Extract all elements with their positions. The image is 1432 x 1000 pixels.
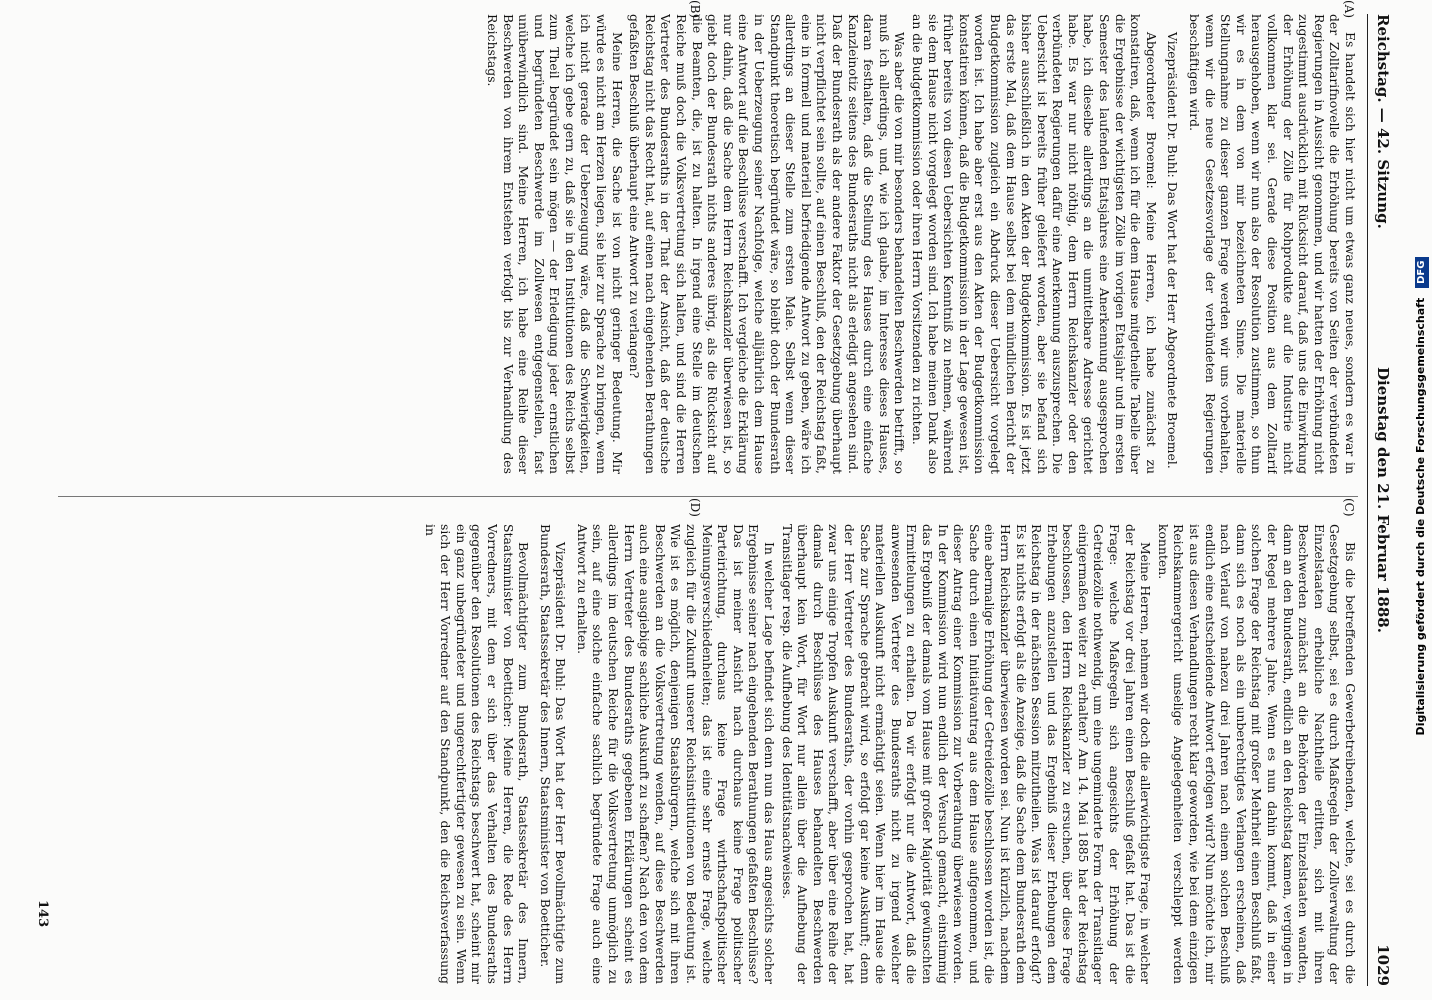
margin-marker-a: (A) <box>1342 0 1356 19</box>
dfg-logo: DFG <box>1415 257 1429 288</box>
header-left: Reichstag. — 42. Sitzung. <box>1374 14 1392 229</box>
page-header <box>1367 14 1394 986</box>
margin-marker-d: (D) <box>688 498 702 517</box>
paragraph: Es handelt sich hier nicht um etwas ganz neues, sondern es war in der Zolltarifnovelle die Erhöhung bereits von Seiten der verbündeten Regierungen in Aussicht genommen, und wir hatten der Erhöhung nicht zugestimmt ausdrücklich mit Rücksicht darauf, daß uns die Einwirkung der Erhöhung der Zölle für Rohprodukte auf die Industrie nicht vollkommen klar sei. Gerade diese Position aus dem Zolltarif herausgehoben, wenn wir nun also der Resolution zustimmen, so thun wir es in dem von mir bezeichneten Sinne. Die materielle Stellungnahme zu dieser ganzen Frage werden wir uns vorbehalten, wenn wir die neue Gesetzesvorlage der verbündeten Regierungen beschäftigen wird. <box>1187 14 1358 474</box>
right-column <box>58 524 1358 984</box>
signature-number: 143 <box>35 900 50 928</box>
dfg-credit <box>1410 0 1432 996</box>
paragraph: Vizepräsident Dr. Buhl: Das Wort hat der Herr Bevollmächtigte zum Bundesrath, Staatssekretär des Innern, Staatsminister von Boetticher. <box>537 524 569 984</box>
header-date: Dienstag den 21. Februar 1888. <box>1374 367 1392 633</box>
margin-marker-b: (B) <box>688 0 702 19</box>
paragraph: Meine Herren, nehmen wir doch die allerwichtigste Frage, in welcher der Reichstag vor drei Jahren einen Beschluß gefaßt hat. Das ist die Frage: welche Maßregeln sich angesichts der Erhöhung der Getreidezölle nothwendig, um eine ungeminderte Form der Transitlager einigermaßen weiter zu erhalten? Am 14. Mai 1885 hat der Reichstag beschlossen, den Herrn Reichskanzler zu ersuchen, über diese Frage Erhebungen anzustellen und das Ergebniß dieser Erhebungen dem Reichstag in der nächsten Session mitzutheilen. Was ist darauf erfolgt? Es ist nichts erfolgt als die Anzeige, daß die Sache dem Bundesrath dem Herrn Reichskanzler überwiesen worden sei. Nun ist kürzlich, nachdem eine abermalige Erhöhung der Getreidezölle beschlossen worden ist, die Sache durch einen Initiativantrag aus dem Hause aufgenommen, und dieser Antrag einer Kommission zur Vorberathung überwiesen worden. In der Kommission wird nun endlich der Versuch gemacht, einstimmig das Ergebniß der damals vom Hause mit großer Majorität gewünschten Ermittelungen zu erhalten. Da wir erfolgt nur die Antwort, daß die anwesenden Vertreter des Bundesraths nicht zu irgend welcher materiellen Auskunft nicht ermächtigt seien. Wenn hier im Hause die Sache zur Sprache gebracht wird, so erfolgt gar keine Auskunft; denn der Herr Vertreter des Bundesraths, der vorhin gesprochen hat, hat zwar uns einige Tropfen Auskunft verschafft, aber über eine Reihe der damals durch Beschlüsse des Hauses behandelten Beschwerden überhaupt kein Wort, für Wort nur allein über die Aufhebung der Transitlager resp. die Aufhebung des Identitätsnachweises. <box>779 524 1154 984</box>
left-column <box>58 14 1358 474</box>
dfg-sidebar <box>1406 0 1432 1000</box>
paragraph: Was aber die von mir besonders behandelten Beschwerden betrifft, so muß ich allerdings, und, wie ich glaube, im Interesse dieses Hauses, daran festhalten, daß die Stellung des Hauses durch eine einfache Kanzleinotiz seitens des Bundesraths nicht als erledigt angesehen sind. Daß der Bundesrath als der andere Faktor der Gesetzgebung überhaupt nicht verpflichtet sein sollte, auf einen Beschluß, den der Reichstag faßt, eine in formell und materiell befriedigende Antwort zu geben, wäre ich allerdings an dieser Stelle zum ersten Male. Selbst wenn dieser Standpunkt theoretisch begründet wäre, so bleibt doch der Bundesrath in der Ueberzeugung seiner Nachfolge, welche alljährlich dem Hause eine Antwort auf die Beschlüsse verschafft. Ich vergleiche die Erklärung nur dahin, daß die Sache dem Herrn Reichskanzler überwiesen ist, so giebt doch der Bundesrath nichts anderes übrig, als die Rücksicht auf die Beamten, die, ist zu halten. In irgend eine Stelle im deutschen Reiche muß doch die Volksvertretung sich halten, und sind die Herren Vertreter des Bundesraths in der That der Ansicht, daß der deutsche Reichstag nicht das Recht hat, auf einen nach eingehenden Berathungen gefaßten Beschluß überhaupt eine Antwort zu verlangen? <box>627 14 908 474</box>
dfg-credit-text: Digitalisierung gefördert durch die Deutsche Forschungsgemeinschaft <box>1414 297 1427 736</box>
paragraph: Abgeordneter Broemel: Meine Herren, ich habe zunächst zu konstatiren, daß, wenn ich für die dem Hause mitgetheilte Tabelle über die Ergebnisse der wichtigsten Zölle im vorigen Etatsjahr und im ersten Semester des laufenden Etatsjahres eine Anerkennung ausgesprochen habe, ich dieselbe allerdings an die unmittelbare Adresse gerichtet habe. Es war nur nicht nöthig, dem Herrn Reichskanzler oder den verbündeten Regierungen dafür eine Anerkennung auszusprechen. Die Uebersicht ist bereits früher geliefert worden, aber sie befand sich bisher ausschließlich in den Akten der Budgetkommission. Es ist jetzt das erste Mal, daß dem Hause selbst bei dem mündlichen Bericht der Budgetkommission zugleich ein Abdruck dieser Uebersicht vorgelegt worden ist. Ich habe aber erst aus den Akten der Budgetkommission konstatiren können, daß die Budgetkommission in der Lage gewesen ist, früher bereits von diesen Uebersichten Kenntniß zu nehmen, während sie dem Hause nicht vorgelegt worden sind. Ich habe meinen Dank also an die Budgetkommission oder ihren Herrn Vorsitzenden zu richten. <box>909 14 1159 474</box>
rotated-content <box>22 0 1402 1000</box>
paragraph: Bevollmächtigter zum Bundesrath, Staatssekretär des Innern, Staatsminister von Boetticher: Meine Herren, die Rede des Herrn Vorredners, mit dem er sich über das Verhalten des Bundesraths gegenüber den Resolutionen des Reichstags beschwert hat, scheint mir ein ganz unbegründeter und ungerechtfertigter gewesen zu sein. Wenn sich der Herr Vorredner auf den Standpunkt, den die Reichsverfassung in <box>422 524 532 984</box>
margin-marker-c: (C) <box>1342 498 1356 517</box>
paragraph: Vizepräsident Dr. Buhl: Das Wort hat der Herr Abgeordnete Broemel. <box>1165 32 1181 469</box>
paragraph: Bis die betreffenden Gewerbetreibenden, welche, sei es durch die Gesetzgebung selbst, sei es durch Maßregeln der Zollverwaltung der Einzelstaaten erhebliche Nachtheile erlitten, sich mit ihren Beschwerden zunächst an die Behörden der Einzelstaaten wandten, dann an den Bundesrath, endlich an den Reichstag kamen, vergingen in der Regel mehrere Jahre. Wenn es nun dahin kommt, daß in einer solchen Frage der Reichstag mit großer Mehrheit einen Beschluß faßt, dann sich es noch als ein unberechtigtes Verlangen erscheinen, daß nach Verlauf von nahezu drei Jahren nach einem solchen Beschluß endlich eine entscheidende Antwort erfolgen wird? Nun möchte ich, mir ist aus diesen Verhandlungen recht klar geworden, wie bei dem einzigen Reichskammergericht unselige Angelegenheiten verschleppt werden konnten. <box>1155 524 1358 984</box>
page-number: 1029 <box>1374 944 1392 986</box>
column-divider <box>58 496 1358 497</box>
paragraph: In welcher Lage befindet sich denn nun das Haus angesichts solcher Ergebnisse seiner nach eingehenden Berathungen gefaßten Beschlüsse? Das ist meiner Ansicht nach durchaus keine Frage politischer Parteirichtung, durchaus keine Frage wirthschaftspolitischer Meinungsverschiedenheiten; das ist eine sehr ernste Frage, welche zugleich für die Zukunft unserer Reichsinstitutionen von Bedeutung ist. Wie ist es möglich, denjenigen Staatsbürgern, welche sich mit ihren Beschwerden an die Volksvertretung wenden, auf diese Beschwerden auch eine ausgiebige sachliche Auskunft zu schaffen? Nach den von dem Herrn Vertreter des Bundesraths gegebenen Erklärungen scheint es allerdings im deutschen Reiche für die Volksvertretung unmöglich zu sein, auf eine solche einfache sachlich begründete Frage auch eine Antwort zu erhalten. <box>574 524 778 984</box>
paragraph: Meine Herren, die Sache ist von nicht geringer Bedeutung. Mir würde es nicht am Herzen liegen, sie hier zur Sprache zu bringen, wenn ich nicht gerade der Ueberzeugung wäre, daß die Schwierigkeiten, welche ich gebe gern zu, daß sie in den Institutionen des Reichs selbst zum Theil begründet sein mögen — der Erledigung jeder ernstlichen und begründeten Beschwerde im Zollwesen entgegenstellen, fast unüberwindlich sind. Meine Herren, ich habe eine Reihe dieser Beschwerden von ihrem Entstehen verfolgt bis zur Verhandlung des Reichstags. <box>484 14 625 474</box>
